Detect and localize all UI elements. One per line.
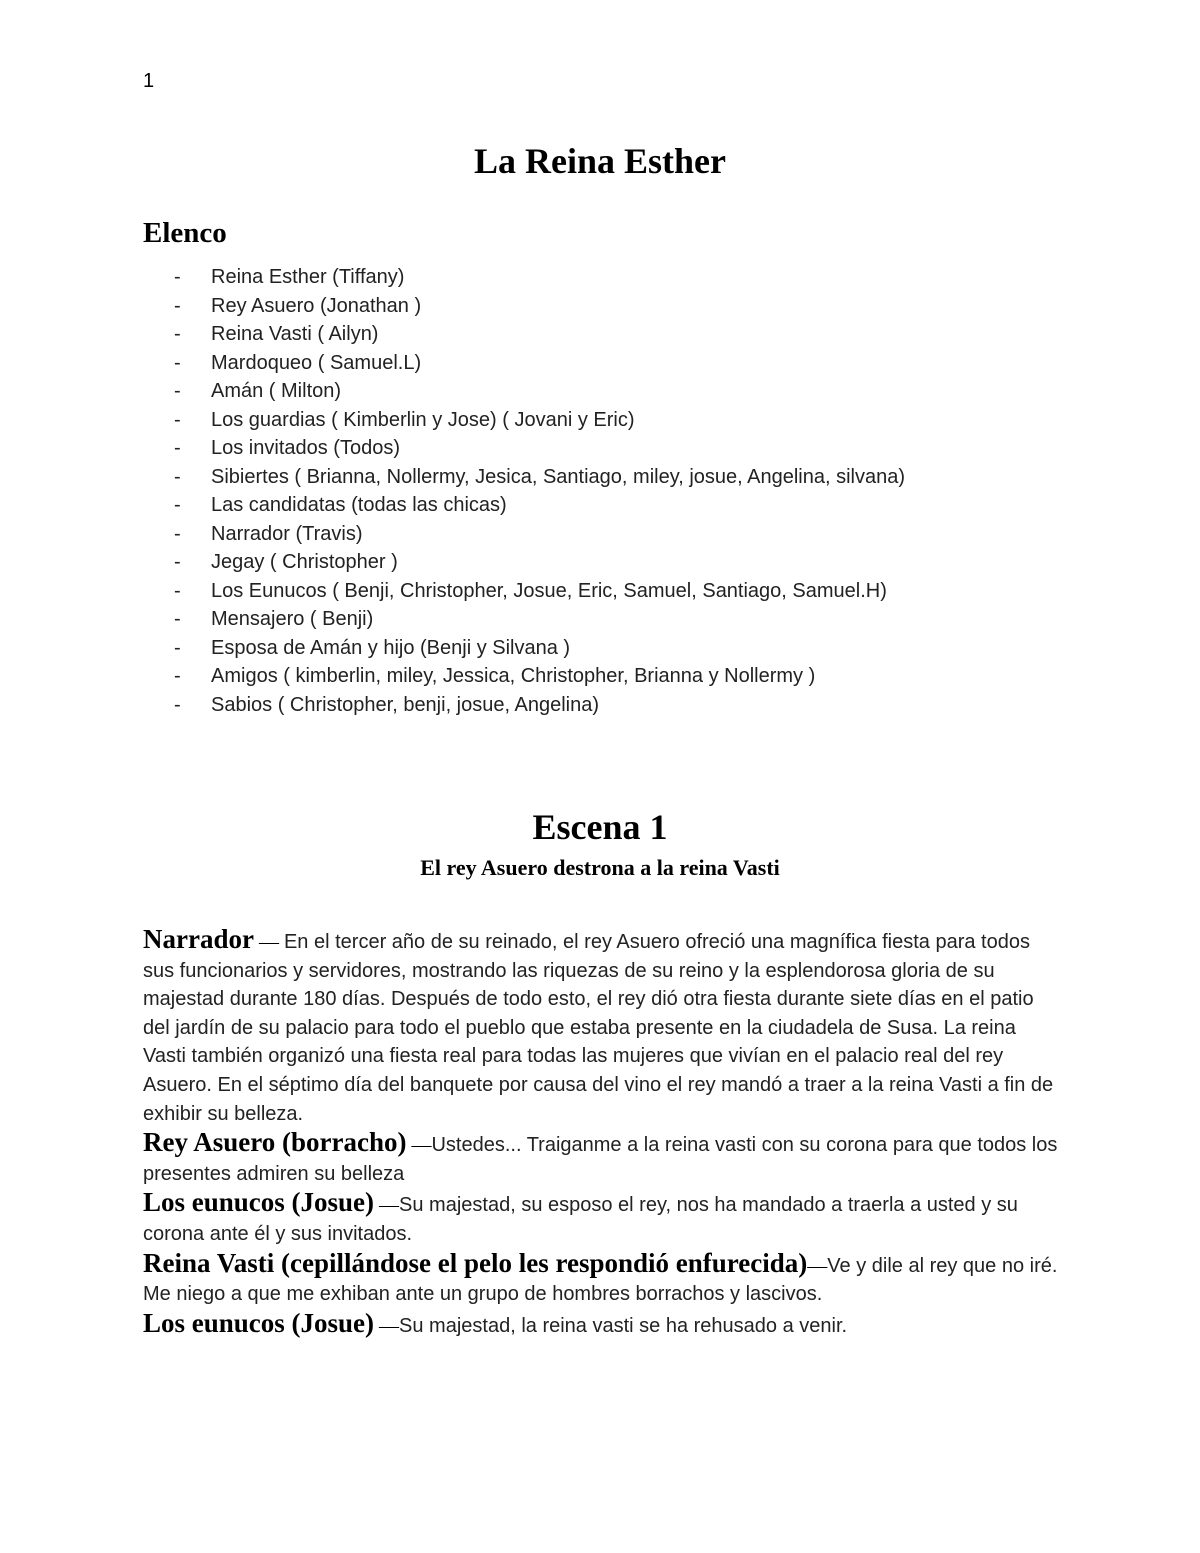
list-bullet: - — [174, 266, 181, 288]
cast-item-text: Narrador (Travis) — [211, 522, 363, 545]
list-bullet: - — [174, 465, 181, 488]
cast-item — [170, 634, 905, 663]
speaker-name: Reina Vasti (cepillándose el pelo les respondió enfurecida) — [143, 1247, 808, 1278]
speaker-name: Narrador — [143, 924, 254, 954]
cast-item-text: Las candidatas (todas las chicas) — [211, 494, 507, 516]
cast-item — [170, 320, 905, 349]
cast-item — [170, 577, 905, 606]
dialogue-line — [143, 1188, 1058, 1248]
cast-list — [170, 263, 905, 719]
cast-item — [170, 691, 905, 720]
cast-item-text: Mardoqueo ( Samuel.L) — [211, 351, 422, 374]
list-bullet: - — [174, 693, 181, 716]
cast-item-text: Los invitados (Todos) — [211, 437, 400, 459]
dialogue-separator: — — [253, 931, 284, 953]
cast-item — [170, 548, 905, 577]
page-number: 1 — [143, 70, 155, 92]
dialogue-text: En el tercer año de su reinado, el rey Asuero ofreció una magnífica fiesta para todos sus funcionarios y servidores, mostrando las riquezas de su reino y la esplendorosa gloria de su majestad durante 180 días. Después de todo esto, el rey dió otra fiesta durante siete días en el patio del jardín de su palacio para todo el pueblo que estaba presente en la ciudadela de Susa. La reina Vasti también organizó una fiesta real para todas las mujeres que vivían en el palacio real del rey Asuero. En el séptimo día del banquete por causa del vino el rey mandó a traer a la reina Vasti a fin de exhibir su belleza. — [143, 931, 1054, 1125]
cast-item-text: Amigos ( kimberlin, miley, Jessica, Christopher, Brianna y Nollermy ) — [211, 665, 816, 687]
dialogue-text: Ve y dile al rey que no iré. Me niego a que me exhiban ante un grupo de hombres borrachos y lascivos. — [143, 1254, 1058, 1306]
list-bullet: - — [174, 665, 181, 687]
dialogue-line — [143, 1309, 1058, 1341]
cast-item-text: Sibiertes ( Brianna, Nollermy, Jesica, Santiago, miley, josue, Angelina, silvana) — [211, 465, 906, 488]
cast-item — [170, 605, 905, 634]
cast-item-text: Mensajero ( Benji) — [211, 608, 374, 630]
cast-item — [170, 463, 905, 492]
document-title: La Reina Esther — [474, 141, 726, 181]
cast-item-text: Sabios ( Christopher, benji, josue, Angelina) — [211, 693, 600, 716]
scene-subtitle: El rey Asuero destrona a la reina Vasti — [420, 855, 780, 880]
dialogue-text: Su majestad, su esposo el rey, nos ha mandado a traerla a usted y su corona ante él y sus invitados. — [143, 1194, 1018, 1245]
list-bullet: - — [174, 636, 181, 659]
dialogue-text: Ustedes... Traiganme a la reina vasti con su corona para que todos los presentes admiren su belleza — [143, 1134, 1058, 1185]
dialogue-text: Su majestad, la reina vasti se ha rehusado a venir. — [399, 1314, 848, 1337]
dialogue-separator: — — [374, 1314, 400, 1337]
cast-item-text: Reina Vasti ( Ailyn) — [211, 323, 379, 345]
list-bullet: - — [174, 551, 181, 573]
cast-item-text: Esposa de Amán y hijo (Benji y Silvana ) — [211, 636, 571, 659]
speaker-name: Los eunucos (Josue) — [143, 1187, 375, 1218]
cast-item — [170, 406, 905, 435]
dialogue-separator: — — [807, 1254, 828, 1277]
script-body — [143, 925, 1058, 1340]
dialogue-line — [143, 1128, 1058, 1188]
list-bullet: - — [174, 437, 181, 459]
cast-item — [170, 520, 905, 549]
cast-item — [170, 349, 905, 378]
list-bullet: - — [174, 351, 181, 374]
speaker-name: Rey Asuero (borracho) — [143, 1127, 407, 1158]
speaker-name: Los eunucos (Josue) — [143, 1307, 375, 1338]
dialogue-line — [143, 1249, 1058, 1309]
list-bullet: - — [174, 579, 181, 602]
cast-item — [170, 434, 905, 463]
list-bullet: - — [174, 294, 181, 317]
cast-item — [170, 377, 905, 406]
cast-item-text: Los Eunucos ( Benji, Christopher, Josue, Eric, Samuel, Santiago, Samuel.H) — [211, 579, 887, 602]
cast-item-text: Reina Esther (Tiffany) — [211, 266, 405, 288]
cast-item — [170, 292, 905, 321]
list-bullet: - — [174, 522, 181, 545]
scene-title: Escena 1 — [532, 807, 668, 847]
list-bullet: - — [174, 323, 181, 345]
cast-heading: Elenco — [143, 217, 227, 249]
list-bullet: - — [174, 494, 181, 516]
cast-item-text: Jegay ( Christopher ) — [211, 551, 398, 573]
cast-item-text: Los guardias ( Kimberlin y Jose) ( Jovani y Eric) — [211, 408, 635, 431]
cast-item-text: Amán ( Milton) — [211, 380, 342, 402]
list-bullet: - — [174, 408, 181, 431]
dialogue-separator: — — [406, 1134, 432, 1157]
list-bullet: - — [174, 608, 181, 630]
cast-item — [170, 662, 905, 691]
cast-item — [170, 263, 905, 292]
dialogue-line — [143, 925, 1058, 1128]
cast-item-text: Rey Asuero (Jonathan ) — [211, 294, 422, 317]
list-bullet: - — [174, 380, 181, 402]
cast-item — [170, 491, 905, 520]
dialogue-separator: — — [374, 1194, 400, 1217]
